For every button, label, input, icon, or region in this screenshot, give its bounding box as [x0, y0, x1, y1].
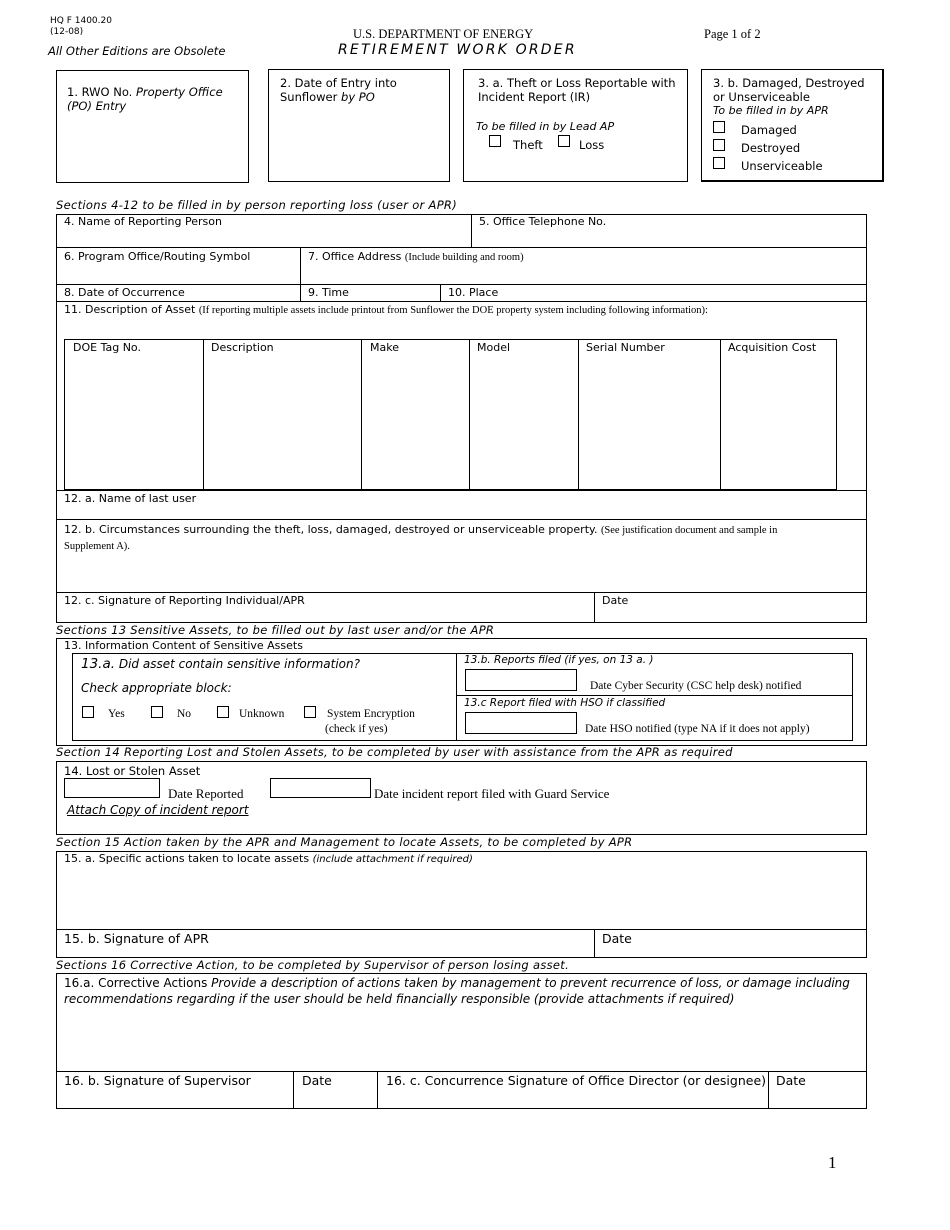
supervisor-signature-field[interactable]: [57, 1089, 292, 1108]
form-revision-date: (12-08): [50, 27, 84, 37]
asset-description-label: 11. Description of Asset (If reporting multiple assets include printout from Sunflower the DOE property system including following information):: [64, 303, 708, 316]
system-encryption-note: (check if yes): [325, 723, 388, 735]
apr-signature-field[interactable]: [57, 946, 593, 957]
description-cell[interactable]: [204, 358, 360, 488]
date-reported-input[interactable]: [64, 778, 160, 798]
agency-name: U.S. DEPARTMENT OF ENERGY: [353, 27, 534, 41]
section-16-heading: Sections 16 Corrective Action, to be completed by Supervisor of person losing asset.: [56, 958, 570, 972]
sensitive-question: 13.a. Did asset contain sensitive information?: [81, 656, 360, 672]
acquisition-cost-cell[interactable]: [721, 358, 836, 488]
sensitive-no-checkbox[interactable]: [151, 706, 163, 718]
program-office-field[interactable]: [57, 264, 299, 283]
reporting-person-field[interactable]: [57, 229, 470, 246]
director-date-field[interactable]: [769, 1089, 866, 1108]
apr-date-label: Date: [602, 931, 632, 946]
sensitive-unknown-label: Unknown: [239, 708, 285, 720]
rwo-number-label: 1. RWO No. Property Office (PO) Entry: [67, 85, 223, 113]
office-phone-field[interactable]: [472, 229, 866, 246]
reporter-date-field[interactable]: [595, 608, 866, 622]
sensitive-no-label: No: [177, 708, 192, 720]
sensitive-yes-label: Yes: [108, 708, 125, 720]
sensitive-unknown-checkbox[interactable]: [217, 706, 229, 718]
damaged-note: To be filled in by APR: [713, 104, 829, 117]
reporter-date-label: Date: [602, 594, 629, 607]
column-doe-tag: DOE Tag No.: [73, 341, 141, 354]
cyber-security-date-input[interactable]: [465, 669, 577, 691]
check-block-instruction: Check appropriate block:: [81, 681, 232, 695]
damaged-box: [701, 69, 884, 182]
damaged-checkbox[interactable]: [713, 121, 725, 133]
date-reported-label: Date Reported: [168, 786, 244, 801]
serial-number-cell[interactable]: [579, 358, 719, 488]
director-date-label: Date: [776, 1073, 806, 1088]
lost-stolen-title: 14. Lost or Stolen Asset: [64, 764, 201, 778]
section-13-heading: Sections 13 Sensitive Assets, to be filled out by last user and/or the APR: [56, 623, 495, 637]
director-signature-label: 16. c. Concurrence Signature of Office Director (or designee): [386, 1073, 767, 1088]
column-make: Make: [370, 341, 399, 354]
obsolete-notice: All Other Editions are Obsolete: [48, 44, 226, 58]
theft-loss-label: 3. a. Theft or Loss Reportable with Incident Report (IR): [478, 76, 676, 104]
program-office-label: 6. Program Office/Routing Symbol: [64, 250, 251, 263]
reporter-signature-field[interactable]: [57, 608, 593, 622]
unserviceable-option-label: Unserviceable: [741, 159, 823, 173]
rwo-number-box[interactable]: [56, 70, 249, 183]
hso-date-input[interactable]: [465, 712, 577, 734]
system-encryption-checkbox[interactable]: [304, 706, 316, 718]
doe-tag-cell[interactable]: [66, 358, 202, 488]
corrective-actions-field[interactable]: [57, 1010, 866, 1070]
asset-table: [64, 339, 837, 491]
apr-signature-label: 15. b. Signature of APR: [64, 931, 209, 946]
form-title: RETIREMENT WORK ORDER: [338, 42, 577, 58]
time-label: 9. Time: [308, 286, 349, 299]
page-indicator: Page 1 of 2: [704, 27, 761, 41]
system-encryption-label: System Encryption: [327, 708, 415, 720]
section-13-title: 13. Information Content of Sensitive Assets: [64, 639, 303, 652]
office-address-label: 7. Office Address (Include building and room): [308, 250, 524, 263]
section-15-heading: Section 15 Action taken by the APR and Management to locate Assets, to be completed by APR: [56, 835, 633, 849]
supervisor-date-field[interactable]: [294, 1089, 376, 1108]
damaged-option-label: Damaged: [741, 123, 797, 137]
destroyed-option-label: Destroyed: [741, 141, 801, 155]
date-occurrence-label: 8. Date of Occurrence: [64, 286, 185, 299]
corrective-actions-label: 16.a. Corrective Actions Provide a description of actions taken by management to prevent recurrence of loss, or damage including recommendations regarding if the user should be held financially responsible (provide attachments if required): [64, 976, 850, 1006]
column-description: Description: [211, 341, 274, 354]
reports-filed-label: 13.b. Reports filed (if yes, on 13 a. ): [464, 654, 654, 666]
place-label: 10. Place: [448, 286, 499, 299]
make-cell[interactable]: [362, 358, 468, 488]
circumstances-field[interactable]: [57, 552, 866, 591]
theft-label: Theft: [513, 138, 543, 152]
unserviceable-checkbox[interactable]: [713, 157, 725, 169]
circumstances-label: 12. b. Circumstances surrounding the theft, loss, damaged, destroyed or unserviceable property. (See justification document and sample in Supplement A).: [64, 523, 778, 552]
destroyed-checkbox[interactable]: [713, 139, 725, 151]
column-model: Model: [477, 341, 511, 354]
damaged-label: 3. b. Damaged, Destroyed or Unserviceable: [713, 76, 865, 104]
page-number: 1: [828, 1153, 837, 1172]
director-signature-field[interactable]: [378, 1089, 767, 1108]
reporting-person-label: 4. Name of Reporting Person: [64, 215, 222, 228]
incident-report-date-label: Date incident report filed with Guard Service: [374, 786, 610, 801]
locate-actions-label: 15. a. Specific actions taken to locate assets (include attachment if required): [64, 852, 473, 865]
last-user-label: 12. a. Name of last user: [64, 492, 197, 505]
column-serial-number: Serial Number: [586, 341, 665, 354]
apr-date-field[interactable]: [595, 946, 866, 957]
theft-loss-box: [463, 69, 688, 182]
office-address-field[interactable]: [301, 264, 866, 283]
incident-report-date-input[interactable]: [270, 778, 371, 798]
theft-loss-note: To be filled in by Lead AP: [476, 120, 615, 133]
supervisor-signature-label: 16. b. Signature of Supervisor: [64, 1073, 251, 1088]
entry-date-box[interactable]: [268, 69, 450, 182]
entry-date-label: 2. Date of Entry into Sunflower by PO: [280, 76, 397, 104]
attach-incident-report-note: Attach Copy of incident report: [67, 803, 249, 817]
hso-report-label: 13.c Report filed with HSO if classified: [464, 697, 666, 709]
locate-actions-field[interactable]: [57, 867, 866, 928]
sensitive-yes-checkbox[interactable]: [82, 706, 94, 718]
form-number: HQ F 1400.20: [50, 16, 112, 26]
supervisor-date-label: Date: [302, 1073, 332, 1088]
loss-checkbox[interactable]: [558, 135, 570, 147]
section-14-heading: Section 14 Reporting Lost and Stolen Assets, to be completed by user with assistance from the APR as required: [56, 745, 733, 759]
model-cell[interactable]: [470, 358, 577, 488]
section-4-12-heading: Sections 4-12 to be filled in by person reporting loss (user or APR): [56, 198, 458, 212]
theft-checkbox[interactable]: [489, 135, 501, 147]
hso-date-label: Date HSO notified (type NA if it does not apply): [585, 723, 810, 735]
reporter-signature-label: 12. c. Signature of Reporting Individual/APR: [64, 594, 305, 607]
loss-label: Loss: [579, 138, 605, 152]
last-user-field[interactable]: [57, 505, 866, 518]
cyber-security-date-label: Date Cyber Security (CSC help desk) notified: [590, 680, 802, 692]
column-acquisition-cost: Acquisition Cost: [728, 341, 817, 354]
office-phone-label: 5. Office Telephone No.: [479, 215, 607, 228]
